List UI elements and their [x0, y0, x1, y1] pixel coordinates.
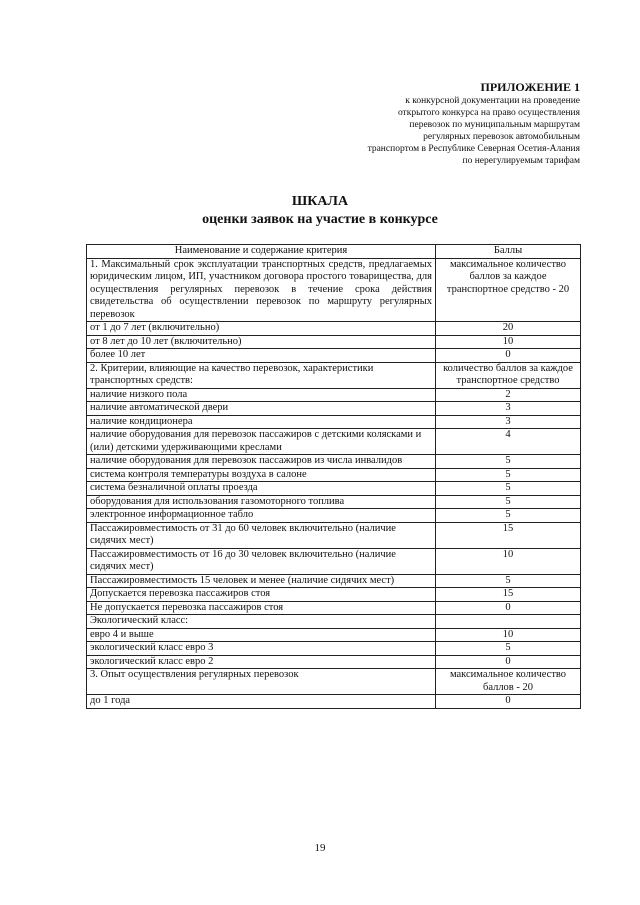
criterion-cell: 1. Максимальный срок эксплуатации транспортных средств, предлагаемых юридическим лицом, ИП, участником договора простого товарищества, для осуществления регулярных перевозок в течение срока действия свидетельства об осуществлении перевозок по маршруту регулярных перевозок: [87, 258, 436, 322]
points-cell: максимальное количество баллов - 20: [436, 669, 581, 695]
points-cell: 10: [436, 628, 581, 642]
criterion-cell: наличие автоматической двери: [87, 402, 436, 416]
table-row: [87, 509, 581, 523]
appendix-line: перевозок по муниципальным маршрутам: [409, 120, 580, 130]
table-row: [87, 588, 581, 602]
appendix-title: ПРИЛОЖЕНИЕ 1: [480, 80, 580, 94]
table-row: [87, 655, 581, 669]
criterion-cell: 2. Критерии, влияющие на качество перевозок, характеристики транспортных средств:: [87, 362, 436, 388]
title-line-1: ШКАЛА: [291, 194, 349, 209]
points-cell: 15: [436, 522, 581, 548]
table-row: [87, 388, 581, 402]
table-row: [87, 669, 581, 695]
page-number: 19: [314, 842, 326, 854]
criterion-cell: система контроля температуры воздуха в салоне: [87, 468, 436, 482]
table-row: [87, 402, 581, 416]
criterion-cell: от 8 лет до 10 лет (включительно): [87, 335, 436, 349]
criterion-cell: Допускается перевозка пассажиров стоя: [87, 588, 436, 602]
title-line-2: оценки заявок на участие в конкурсе: [202, 212, 438, 227]
criterion-cell: электронное информационное табло: [87, 509, 436, 523]
criterion-cell: Пассажировместимость 15 человек и менее (наличие сидячих мест): [87, 574, 436, 588]
criterion-cell: 3. Опыт осуществления регулярных перевозок: [87, 669, 436, 695]
criterion-cell: экологический класс евро 2: [87, 655, 436, 669]
table-row: [87, 522, 581, 548]
criterion-cell: евро 4 и выше: [87, 628, 436, 642]
table-row: [87, 429, 581, 455]
table-row: [87, 349, 581, 363]
points-cell: 5: [436, 642, 581, 656]
table-row: [87, 642, 581, 656]
points-cell: 0: [436, 655, 581, 669]
table-row: [87, 415, 581, 429]
table-row: [87, 322, 581, 336]
criterion-cell: наличие низкого пола: [87, 388, 436, 402]
table-row: [87, 695, 581, 709]
points-cell: 10: [436, 548, 581, 574]
points-cell: 20: [436, 322, 581, 336]
appendix-line: к конкурсной документации на проведение: [405, 96, 580, 106]
table-row: [87, 574, 581, 588]
points-cell: 0: [436, 349, 581, 363]
appendix-line: транспортом в Республике Северная Осетия-Алания: [367, 144, 580, 154]
points-cell: 5: [436, 495, 581, 509]
header-criterion: Наименование и содержание критерия: [87, 245, 436, 259]
table-row: [87, 482, 581, 496]
points-cell: 15: [436, 588, 581, 602]
table-row: [87, 455, 581, 469]
header-points: Баллы: [436, 245, 581, 259]
points-cell: 4: [436, 429, 581, 455]
points-cell: 5: [436, 509, 581, 523]
points-cell: 2: [436, 388, 581, 402]
criterion-cell: Не допускается перевозка пассажиров стоя: [87, 601, 436, 615]
criterion-cell: экологический класс евро 3: [87, 642, 436, 656]
criterion-cell: до 1 года: [87, 695, 436, 709]
points-cell: 5: [436, 455, 581, 469]
points-cell: [436, 615, 581, 629]
criterion-cell: наличие кондиционера: [87, 415, 436, 429]
criterion-cell: оборудования для использования газомоторного топлива: [87, 495, 436, 509]
table-row: [87, 362, 581, 388]
points-cell: 5: [436, 468, 581, 482]
appendix-header: [250, 80, 580, 167]
points-cell: 0: [436, 695, 581, 709]
criterion-cell: более 10 лет: [87, 349, 436, 363]
criterion-cell: Пассажировместимость от 31 до 60 человек включительно (наличие сидячих мест): [87, 522, 436, 548]
points-cell: 5: [436, 482, 581, 496]
points-cell: количество баллов за каждое транспортное средство: [436, 362, 581, 388]
document-title: [0, 193, 640, 229]
appendix-line: открытого конкурса на право осуществления: [397, 108, 580, 118]
table-row: [87, 601, 581, 615]
points-cell: максимальное количество баллов за каждое транспортное средство - 20: [436, 258, 581, 322]
table-row: [87, 468, 581, 482]
appendix-line: по нерегулируемым тарифам: [462, 156, 580, 166]
points-cell: 0: [436, 601, 581, 615]
table-row: [87, 548, 581, 574]
points-cell: 5: [436, 574, 581, 588]
criterion-cell: Экологический класс:: [87, 615, 436, 629]
table-row: [87, 335, 581, 349]
criterion-cell: наличие оборудования для перевозок пассажиров из числа инвалидов: [87, 455, 436, 469]
criterion-cell: система безналичной оплаты проезда: [87, 482, 436, 496]
table-row: [87, 615, 581, 629]
criterion-cell: Пассажировместимость от 16 до 30 человек включительно (наличие сидячих мест): [87, 548, 436, 574]
table-header-row: [87, 245, 581, 259]
table-row: [87, 495, 581, 509]
points-cell: 3: [436, 415, 581, 429]
criterion-cell: от 1 до 7 лет (включительно): [87, 322, 436, 336]
criterion-cell: наличие оборудования для перевозок пассажиров с детскими колясками и (или) детскими удерживающими креслами: [87, 429, 436, 455]
appendix-line: регулярных перевозок автомобильным: [423, 132, 580, 142]
points-cell: 3: [436, 402, 581, 416]
table-row: [87, 258, 581, 322]
criteria-table: [86, 244, 581, 709]
table-row: [87, 628, 581, 642]
points-cell: 10: [436, 335, 581, 349]
